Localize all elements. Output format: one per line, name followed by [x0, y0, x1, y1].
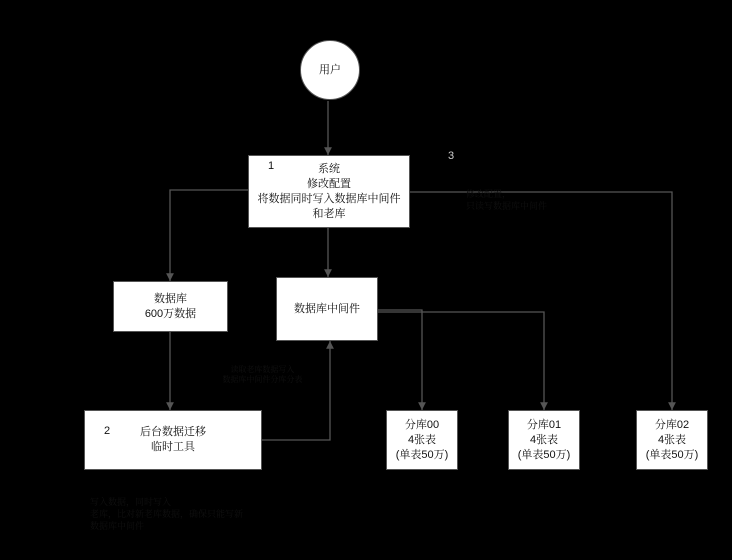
node-shard-01-line-1: 4张表 [529, 433, 559, 446]
node-system-line-0: 系统 [318, 162, 340, 175]
edge-label-migrate [198, 355, 318, 395]
node-shard-00 [386, 410, 458, 470]
note-top-right-line-1: 只读写数据库中间件 [466, 201, 548, 211]
node-migration-tool [84, 410, 262, 470]
note-bottom-left [80, 484, 340, 544]
note-bottom-left-line-1: 老库，比对新老库数据，确保只能写新 [90, 509, 244, 519]
node-shard-00-line-0: 分库00 [404, 418, 440, 431]
node-shard-02-line-2: (单表50万) [645, 448, 699, 461]
node-shard-02 [636, 410, 708, 470]
node-shard-00-line-2: (单表50万) [395, 448, 449, 461]
node-shard-00-line-1: 4张表 [407, 433, 437, 446]
edge-label-migrate-line-1: 数据库中间件分库分表 [222, 375, 303, 384]
node-shard-01 [508, 410, 580, 470]
node-shard-02-line-1: 4张表 [657, 433, 687, 446]
node-user-line-0: 用户 [319, 63, 341, 76]
node-old-database [113, 281, 228, 332]
node-system-line-3: 和老库 [312, 207, 346, 220]
node-system-line-2: 将数据同时写入数据库中间件 [257, 192, 401, 205]
badge-step-2: 2 [104, 425, 111, 437]
node-db-middleware [276, 277, 378, 341]
node-shard-02-line-0: 分库02 [654, 418, 690, 431]
edge-label-migrate-line-0: 读取老库数据写入 [230, 365, 295, 374]
node-db-middleware-line-0: 数据库中间件 [294, 302, 360, 315]
note-top-right-line-0: 修改配置， [466, 189, 512, 199]
node-migration-tool-line-0: 后台数据迁移 [140, 426, 206, 438]
note-top-right [456, 176, 616, 224]
note-bottom-left-line-0: 写入数据，同时写入 [90, 497, 172, 507]
node-user [300, 40, 360, 100]
node-shard-01-line-0: 分库01 [526, 418, 562, 431]
node-migration-tool-line-1: 临时工具 [151, 441, 195, 453]
note-bottom-left-line-2: 数据库中间件 [90, 521, 145, 531]
node-old-database-line-0: 数据库 [154, 292, 187, 305]
node-system-line-1: 修改配置 [307, 177, 351, 190]
badge-step-3: 3 [448, 150, 455, 162]
node-old-database-line-1: 600万数据 [144, 307, 197, 320]
node-shard-01-line-2: (单表50万) [517, 448, 571, 461]
badge-step-1: 1 [268, 160, 275, 172]
